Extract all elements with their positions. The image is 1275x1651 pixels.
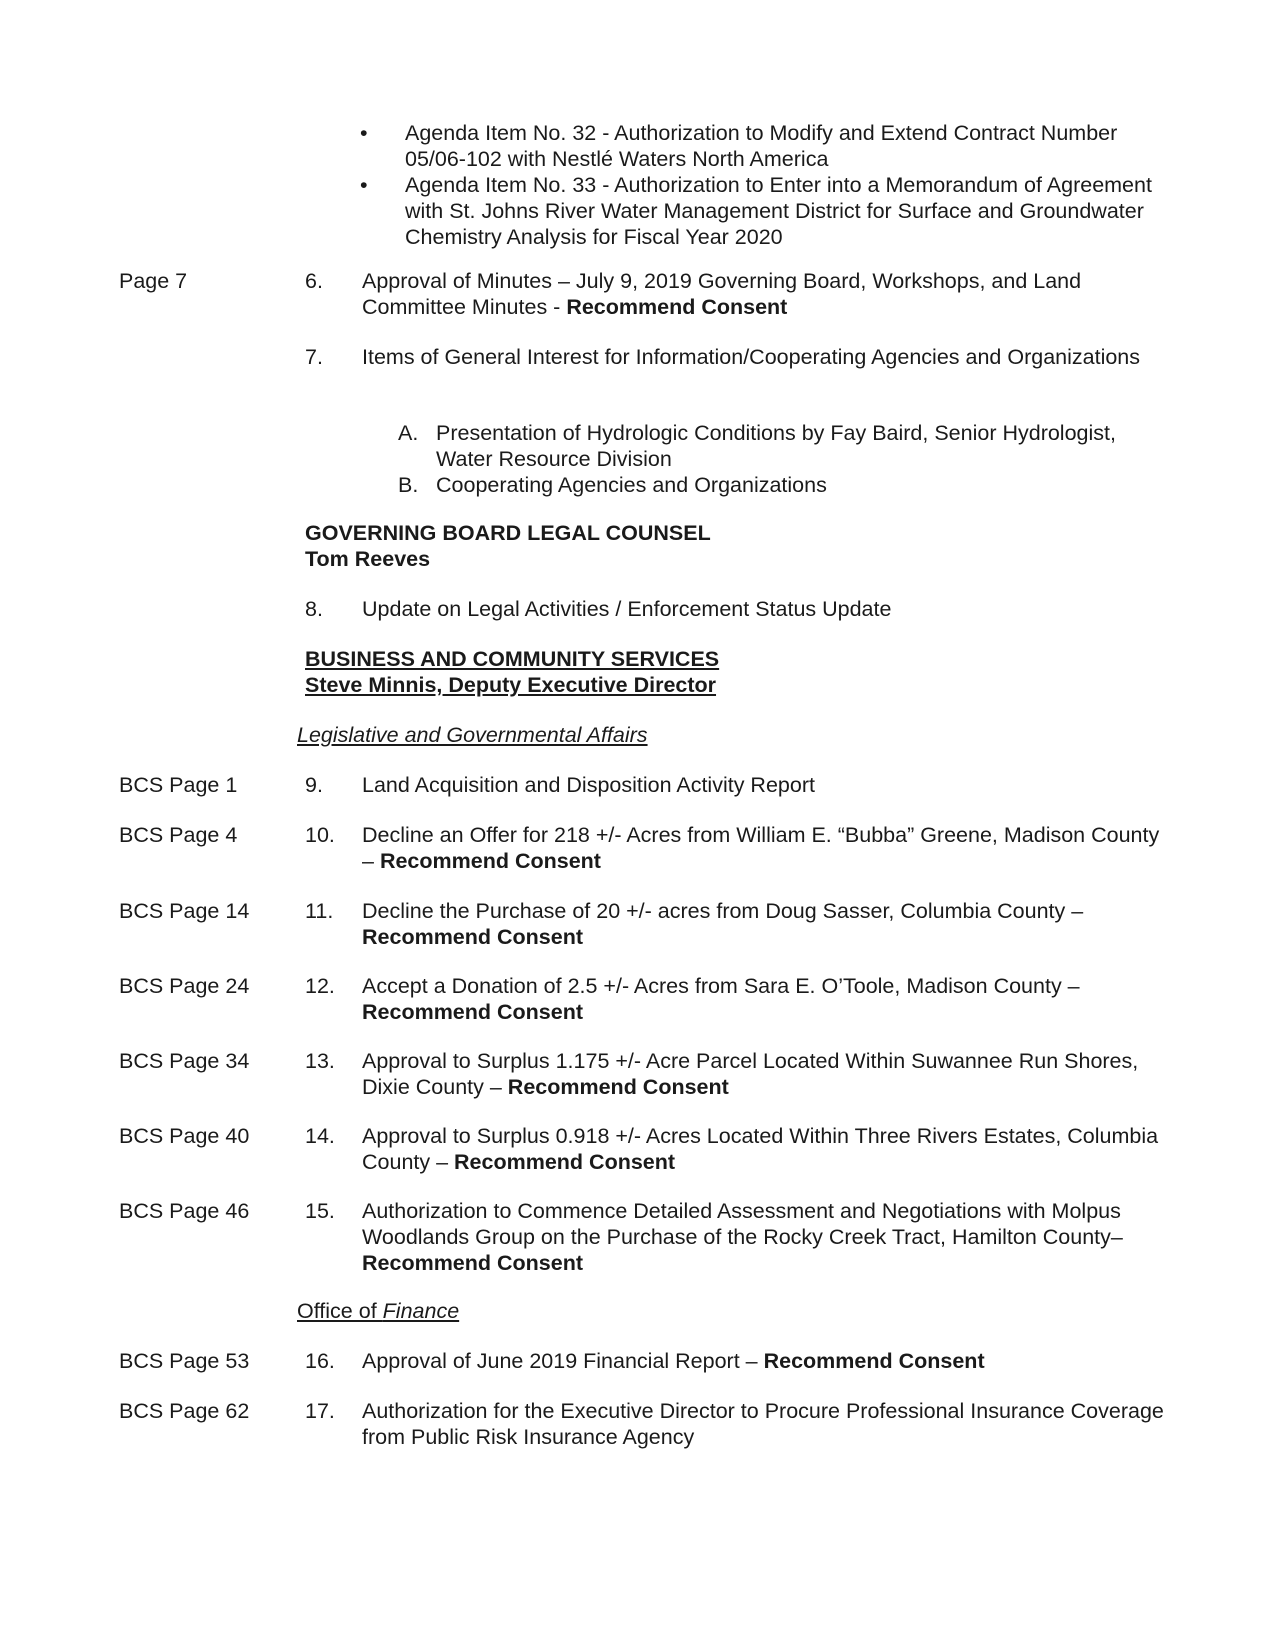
item-description: Items of General Interest for Information/Cooperating Agencies and Organizations bbox=[362, 345, 1141, 369]
page-reference: BCS Page 46 bbox=[119, 1199, 250, 1223]
item-description: Approval of June 2019 Financial Report – bbox=[362, 1349, 764, 1373]
bullet-icon: • bbox=[360, 121, 368, 145]
item-description: Authorization to Commence Detailed Assessment and Negotiations with Molpus Woodlands Group on the Purchase of the Rocky Creek Tract, Hamilton County– bbox=[362, 1199, 1123, 1249]
recommend-consent-label: Recommend Consent bbox=[454, 1150, 676, 1174]
recommend-consent-label: Recommend Consent bbox=[362, 1251, 584, 1275]
page-reference: BCS Page 40 bbox=[119, 1124, 250, 1148]
section-finance bbox=[297, 1298, 459, 1324]
item-number: 12. bbox=[305, 974, 335, 998]
item-number: 7. bbox=[305, 345, 323, 369]
recommend-consent-label: Recommend Consent bbox=[379, 849, 601, 873]
agenda-item-text bbox=[362, 1198, 1172, 1276]
bullet-item bbox=[360, 172, 1160, 250]
bullet-icon: • bbox=[360, 173, 368, 197]
item-number: 11. bbox=[305, 899, 334, 923]
agenda-item-text bbox=[362, 772, 1172, 798]
item-description: Decline the Purchase of 20 +/- acres from Doug Sasser, Columbia County – bbox=[362, 899, 1084, 923]
section-legislative: Legislative and Governmental Affairs bbox=[297, 723, 648, 747]
section-title: BUSINESS AND COMMUNITY SERVICES bbox=[305, 647, 720, 671]
bullet-text: Agenda Item No. 33 - Authorization to Enter into a Memorandum of Agreement with St. Johns River Water Management District for Surface and Groundwater Chemistry Analysis for Fiscal Year 2020 bbox=[405, 173, 1152, 249]
agenda-item-text bbox=[362, 1348, 1172, 1374]
agenda-item-text bbox=[362, 1048, 1172, 1100]
item-description: Accept a Donation of 2.5 +/- Acres from Sara E. O’Toole, Madison County – bbox=[362, 974, 1080, 998]
page-reference: BCS Page 24 bbox=[119, 974, 250, 998]
item-description: Land Acquisition and Disposition Activity Report bbox=[362, 773, 815, 797]
agenda-item-text bbox=[362, 1123, 1172, 1175]
recommend-consent-label: Recommend Consent bbox=[566, 295, 788, 319]
page-reference: BCS Page 1 bbox=[119, 773, 238, 797]
agenda-item-text bbox=[362, 898, 1172, 950]
item-number: 8. bbox=[305, 597, 323, 621]
item-number: 10. bbox=[305, 823, 335, 847]
sub-item-list bbox=[398, 420, 1178, 498]
page-reference: BCS Page 53 bbox=[119, 1349, 250, 1373]
section-presenter: Tom Reeves bbox=[305, 547, 431, 571]
agenda-item-text bbox=[362, 596, 1172, 622]
item-description: Authorization for the Executive Director to Procure Professional Insurance Coverage from Public Risk Insurance Agency bbox=[362, 1399, 1164, 1449]
item-description: Decline an Offer for 218 +/- Acres from William E. “Bubba” Greene, Madison County – bbox=[362, 823, 1160, 873]
agenda-item-text bbox=[362, 973, 1172, 1025]
item-description: Update on Legal Activities / Enforcement Status Update bbox=[362, 597, 892, 621]
item-number: 6. bbox=[305, 269, 323, 293]
page-reference: BCS Page 62 bbox=[119, 1399, 250, 1423]
page-reference: Page 7 bbox=[119, 269, 188, 293]
item-number: 17. bbox=[305, 1399, 335, 1423]
sub-item bbox=[398, 472, 1178, 498]
recommend-consent-label: Recommend Consent bbox=[507, 1075, 729, 1099]
recommend-consent-label: Recommend Consent bbox=[362, 925, 584, 949]
page-reference: BCS Page 4 bbox=[119, 823, 238, 847]
sub-item-text: Cooperating Agencies and Organizations bbox=[436, 473, 827, 497]
agenda-item-text bbox=[362, 822, 1172, 874]
item-number: 16. bbox=[305, 1349, 335, 1373]
item-description: Approval to Surplus 0.918 +/- Acres Located Within Three Rivers Estates, Columbia County – bbox=[362, 1124, 1159, 1174]
bullet-item bbox=[360, 120, 1160, 172]
agenda-bullet-list bbox=[360, 120, 1160, 250]
item-description: Approval to Surplus 1.175 +/- Acre Parcel Located Within Suwannee Run Shores, Dixie County – bbox=[362, 1049, 1139, 1099]
agenda-item-text bbox=[362, 344, 1172, 370]
item-number: 13. bbox=[305, 1049, 335, 1073]
recommend-consent-label: Recommend Consent bbox=[362, 1000, 584, 1024]
section-finance-prefix: Office of bbox=[297, 1299, 383, 1323]
agenda-item-text bbox=[362, 1398, 1172, 1450]
sub-item-letter: A. bbox=[398, 421, 419, 445]
section-presenter: Steve Minnis, Deputy Executive Director bbox=[305, 673, 717, 697]
item-number: 15. bbox=[305, 1199, 335, 1223]
bullet-text: Agenda Item No. 32 - Authorization to Modify and Extend Contract Number 05/06-102 with Nestlé Waters North America bbox=[405, 121, 1118, 171]
item-number: 9. bbox=[305, 773, 323, 797]
sub-item-letter: B. bbox=[398, 473, 419, 497]
section-title: GOVERNING BOARD LEGAL COUNSEL bbox=[305, 521, 711, 545]
page-reference: BCS Page 14 bbox=[119, 899, 250, 923]
legal-counsel-header bbox=[305, 520, 711, 572]
item-number: 14. bbox=[305, 1124, 335, 1148]
agenda-item-text bbox=[362, 268, 1172, 320]
page-reference: BCS Page 34 bbox=[119, 1049, 250, 1073]
bcs-header bbox=[305, 646, 719, 698]
item-description: Approval of Minutes – July 9, 2019 Governing Board, Workshops, and Land Committee Minutes - bbox=[362, 269, 1082, 319]
sub-item bbox=[398, 420, 1178, 472]
section-finance-name: Finance bbox=[382, 1299, 460, 1323]
recommend-consent-label: Recommend Consent bbox=[763, 1349, 985, 1373]
sub-item-text: Presentation of Hydrologic Conditions by Fay Baird, Senior Hydrologist, Water Resource Division bbox=[436, 421, 1116, 471]
